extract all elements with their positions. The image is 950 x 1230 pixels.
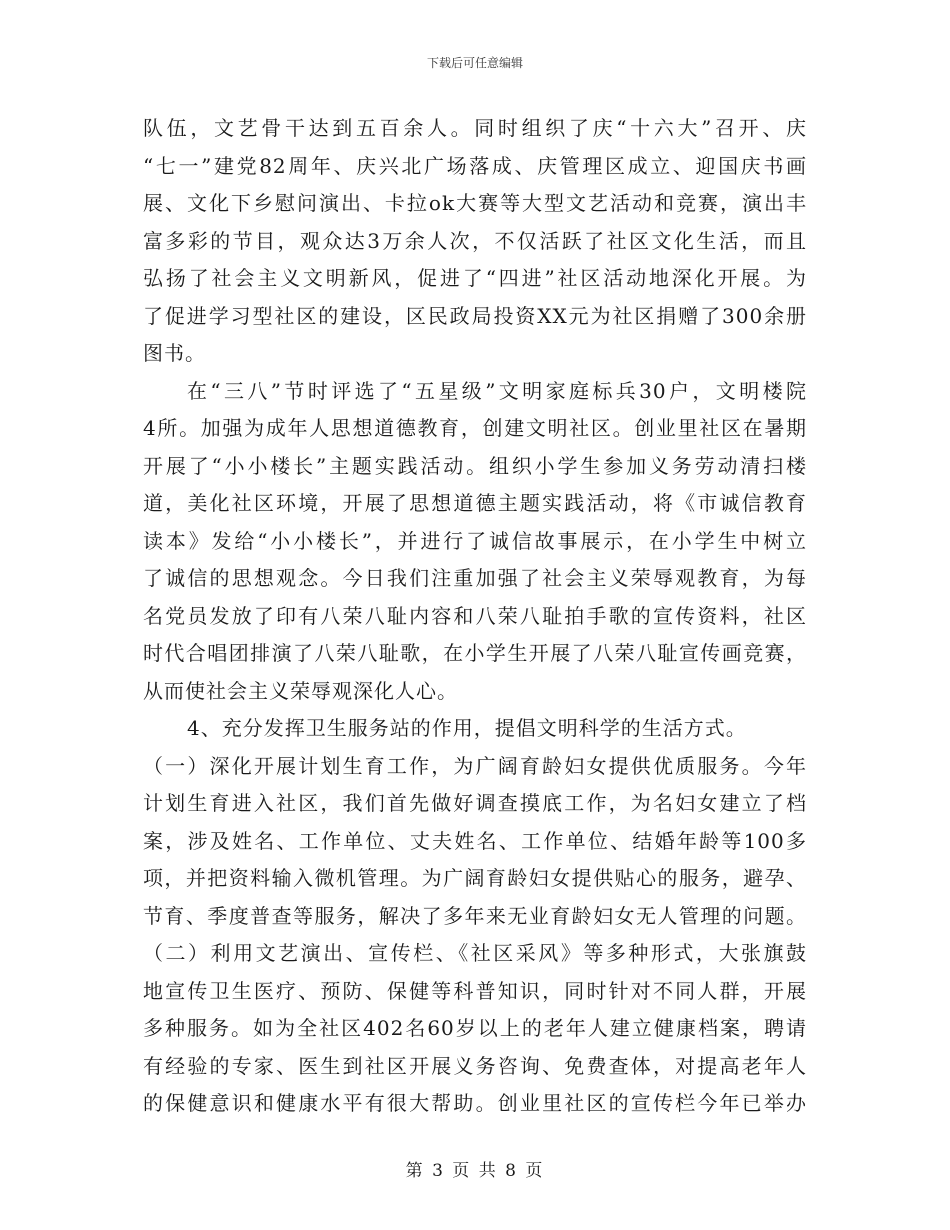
text-line: 地宣传卫生医疗、预防、保健等科普知识，同时针对不同人群，开展 (143, 978, 807, 1003)
text-line: 展、文化下乡慰问演出、卡拉ok大赛等大型文艺活动和竞赛，演出丰 (143, 191, 807, 215)
text-line: 了促进学习型社区的建设，区民政局投资XX元为社区捐赠了300余册 (143, 303, 807, 328)
text-line: 道，美化社区环境，开展了思想道德主题实践活动，将《市诚信教育 (143, 491, 807, 515)
text-line: 队伍，文艺骨干达到五百余人。同时组织了庆“十六大”召开、庆 (143, 116, 807, 140)
text-line: （二）利用文艺演出、宣传栏、《社区采风》等多种形式，大张旗鼓 (143, 941, 807, 965)
text-line: 从而使社会主义荣辱观深化人心。 (143, 678, 458, 703)
text-line: 案，涉及姓名、工作单位、丈夫姓名、工作单位、结婚年龄等100多 (143, 828, 807, 853)
text-line: 富多彩的节目，观众达3万余人次，不仅活跃了社区文化生活，而且 (143, 228, 807, 253)
text-line: 有经验的专家、医生到社区开展义务咨询、免费查体，对提高老年人 (143, 1053, 807, 1078)
text-line: （一）深化开展计划生育工作，为广阔育龄妇女提供优质服务。今年 (143, 753, 807, 778)
text-line: 的保健意识和健康水平有很大帮助。创业里社区的宣传栏今年已举办 (143, 1091, 807, 1115)
text-line: 节育、季度普查等服务，解决了多年来无业育龄妇女无人管理的问题。 (143, 903, 807, 928)
text-line: 项，并把资料输入微机管理。为广阔育龄妇女提供贴心的服务，避孕、 (143, 866, 807, 890)
text-line: 多种服务。如为全社区402名60岁以上的老年人建立健康档案，聘请 (143, 1016, 807, 1040)
page-header-note: 下载后可任意编辑 (426, 56, 523, 70)
text-line: “七一”建党82周年、庆兴北广场落成、庆管理区成立、迎国庆书画 (143, 153, 807, 178)
text-line: 4、充分发挥卫生服务站的作用，提倡文明科学的生活方式。 (187, 716, 747, 740)
text-line: 4所。加强为成年人思想道德教育，创建文明社区。创业里社区在暑期 (143, 416, 807, 440)
document-body (143, 110, 807, 1123)
text-line: 读本》发给“小小楼长”，并进行了诚信故事展示，在小学生中树立 (143, 528, 807, 553)
text-line: 弘扬了社会主义文明新风，促进了“四进”社区活动地深化开展。为 (143, 266, 807, 290)
text-line: 名党员发放了印有八荣八耻内容和八荣八耻拍手歌的宣传资料，社区 (143, 603, 807, 628)
text-line: 在“三八”节时评选了“五星级”文明家庭标兵30户，文明楼院 (187, 378, 807, 403)
text-line: 时代合唱团排演了八荣八耻歌，在小学生开展了八荣八耻宣传画竞赛， (143, 641, 807, 665)
page-number-footer: 第 3 页 共 8 页 (405, 1161, 545, 1181)
text-line: 计划生育进入社区，我们首先做好调查摸底工作，为名妇女建立了档 (143, 791, 807, 815)
text-line: 开展了“小小楼长”主题实践活动。组织小学生参加义务劳动清扫楼 (143, 453, 807, 478)
text-line: 了诚信的思想观念。今日我们注重加强了社会主义荣辱观教育，为每 (143, 566, 807, 590)
text-line: 图书。 (143, 341, 206, 365)
